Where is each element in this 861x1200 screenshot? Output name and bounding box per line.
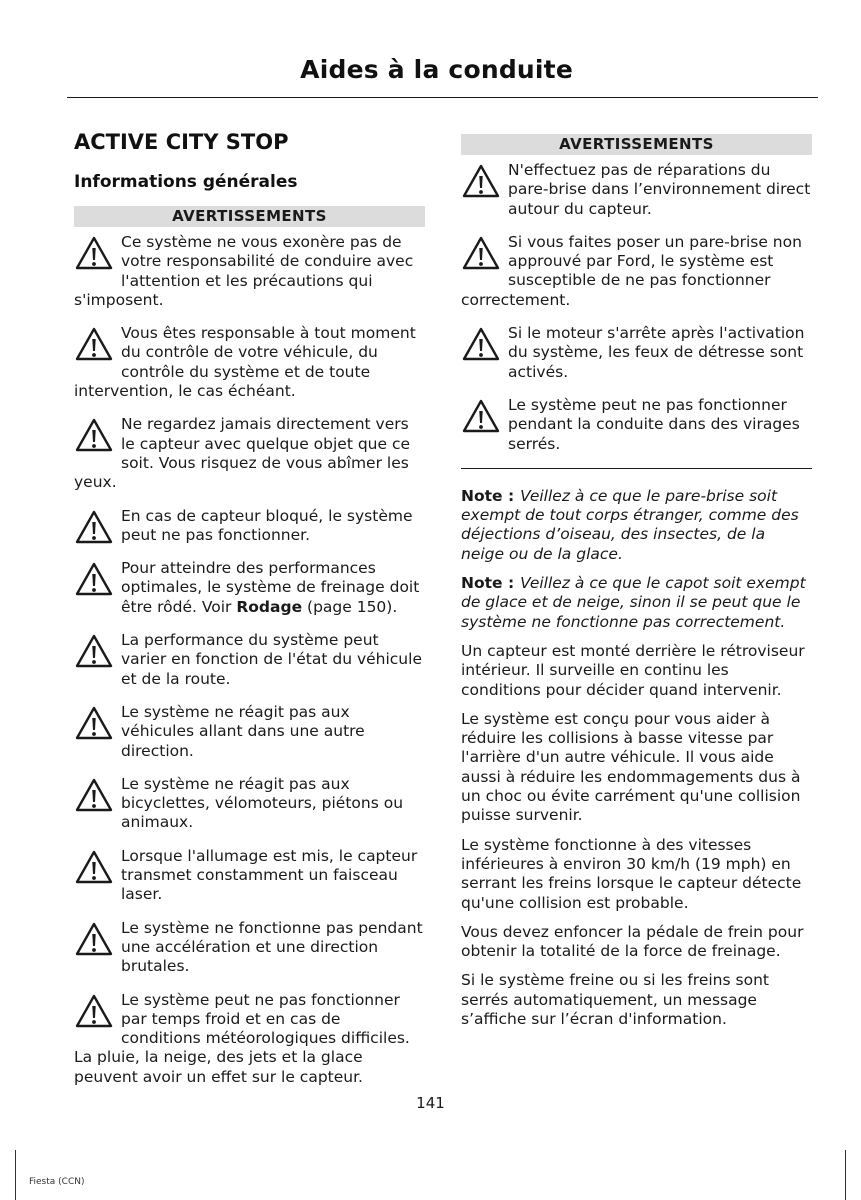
warning-text: Ce système ne vous exonère pas de votre responsabilité de conduire avec l'attention et les précautions qui s'imposent. bbox=[74, 233, 414, 309]
warning-text: Si vous faites poser un pare-brise non approuvé par Ford, le système est susceptible de ne pas fonctionner correctement. bbox=[461, 232, 802, 309]
page-header-title: Aides à la conduite bbox=[300, 55, 573, 84]
left-column bbox=[74, 130, 425, 1101]
warning-item bbox=[461, 161, 812, 219]
page-reference: (page 150). bbox=[302, 597, 398, 616]
body-paragraph: Le système fonctionne à des vitesses inférieures à environ 30 km/h (19 mph) en serrant les freins lorsque le capteur détecte qu'une collision est probable. bbox=[461, 835, 802, 912]
warning-item bbox=[74, 324, 425, 401]
warning-text: Le système peut ne pas fonctionner par temps froid et en cas de conditions météorologiques difficiles. La pluie, la neige, des jets et la glace peuvent avoir un effet sur le capteur. bbox=[74, 990, 410, 1086]
note bbox=[461, 574, 812, 632]
page-number: 141 bbox=[416, 1094, 445, 1112]
crop-mark-left bbox=[15, 1150, 16, 1200]
warning-text: Vous êtes responsable à tout moment du contrôle de votre véhicule, du contrôle du système et de toute intervention, le cas échéant. bbox=[74, 324, 416, 401]
right-column bbox=[461, 134, 812, 1039]
warning-item bbox=[461, 324, 812, 382]
warning-triangle-icon bbox=[74, 235, 114, 273]
warning-item bbox=[74, 775, 425, 833]
warning-text: La performance du système peut varier en fonction de l'état du véhicule et de la route. bbox=[121, 631, 422, 688]
warning-text: Si le moteur s'arrête après l'activation du système, les feux de détresse sont activés. bbox=[508, 324, 805, 381]
note-text: Veillez à ce que le capot soit exempt de glace et de neige, sinon il se peut que le système ne fonctionne pas correctement. bbox=[461, 574, 806, 631]
warning-item bbox=[74, 507, 425, 546]
warnings-end-divider bbox=[461, 468, 812, 469]
warning-triangle-icon bbox=[74, 777, 114, 815]
warning-text: En cas de capteur bloqué, le système peut ne pas fonctionner. bbox=[121, 506, 413, 544]
warning-item bbox=[74, 703, 425, 761]
warning-triangle-icon bbox=[74, 921, 114, 959]
warning-text: Le système ne fonctionne pas pendant une accélération et une direction brutales. bbox=[121, 918, 423, 976]
warning-item bbox=[74, 233, 425, 310]
warning-item bbox=[74, 919, 425, 977]
warning-item bbox=[74, 631, 425, 689]
warnings-header: AVERTISSEMENTS bbox=[74, 206, 425, 227]
warning-triangle-icon bbox=[74, 509, 114, 547]
warning-triangle-icon bbox=[74, 849, 114, 887]
rodage-link[interactable]: Rodage bbox=[236, 597, 303, 616]
warning-item bbox=[74, 415, 425, 492]
warning-text: Le système ne réagit pas aux véhicules allant dans une autre direction. bbox=[121, 702, 365, 760]
section-title: ACTIVE CITY STOP bbox=[74, 130, 289, 154]
note bbox=[461, 487, 812, 564]
body-paragraph: Si le système freine ou si les freins sont serrés automatiquement, un message s’affiche sur l’écran d'information. bbox=[461, 971, 769, 1028]
warning-text: Pour atteindre des performances optimales, le système de freinage doit être rôdé. Voir bbox=[121, 559, 420, 616]
warning-triangle-icon bbox=[74, 993, 114, 1031]
warning-item bbox=[74, 847, 425, 905]
warning-triangle-icon bbox=[461, 398, 501, 436]
warning-text: Le système peut ne pas fonctionner pendant la conduite dans des virages serrés. bbox=[508, 395, 800, 453]
body-paragraph: Le système est conçu pour vous aider à réduire les collisions à basse vitesse par l'arrière d'un autre véhicule. Il vous aide aussi à réduire les endommagements dus à un choc ou évite carrément qu'une collision puisse survenir. bbox=[461, 709, 801, 825]
warning-text: Ne regardez jamais directement vers le capteur avec quelque objet que ce soit. Vous risquez de vous abîmer les yeux. bbox=[74, 415, 411, 492]
note-text: Veillez à ce que le pare-brise soit exempt de tout corps étranger, comme des déjections d’oiseau, des insectes, de la neige ou de la glace. bbox=[461, 486, 799, 563]
warning-triangle-icon bbox=[74, 561, 114, 599]
warning-text: Le système ne réagit pas aux bicyclettes, vélomoteurs, piétons ou animaux. bbox=[121, 774, 404, 832]
note-label: Note : bbox=[461, 574, 515, 593]
body-paragraph: Un capteur est monté derrière le rétroviseur intérieur. Il surveille en continu les conditions pour décider quand intervenir. bbox=[461, 641, 805, 699]
crop-mark-right bbox=[845, 1150, 846, 1200]
body-paragraph: Vous devez enfoncer la pédale de frein pour obtenir la totalité de la force de freinage. bbox=[461, 922, 804, 961]
warning-triangle-icon bbox=[74, 705, 114, 743]
warning-item bbox=[74, 991, 425, 1087]
warning-triangle-icon bbox=[74, 417, 114, 455]
note-label: Note : bbox=[461, 486, 515, 505]
warnings-header: AVERTISSEMENTS bbox=[461, 134, 812, 155]
subsection-title: Informations générales bbox=[74, 172, 298, 192]
warning-item-rodage bbox=[74, 559, 425, 617]
warning-triangle-icon bbox=[74, 633, 114, 671]
warning-triangle-icon bbox=[74, 326, 114, 364]
warning-triangle-icon bbox=[461, 163, 501, 201]
header-divider bbox=[67, 97, 818, 98]
warning-triangle-icon bbox=[461, 235, 501, 273]
warning-item bbox=[461, 396, 812, 454]
warning-text: N'effectuez pas de réparations du pare-brise dans l’environnement direct autour du capteur. bbox=[508, 161, 811, 218]
warning-item bbox=[461, 233, 812, 310]
warning-text: Lorsque l'allumage est mis, le capteur transmet constamment un faisceau laser. bbox=[121, 846, 418, 904]
warning-triangle-icon bbox=[461, 326, 501, 364]
footer-model-label: Fiesta (CCN) bbox=[29, 1177, 85, 1187]
